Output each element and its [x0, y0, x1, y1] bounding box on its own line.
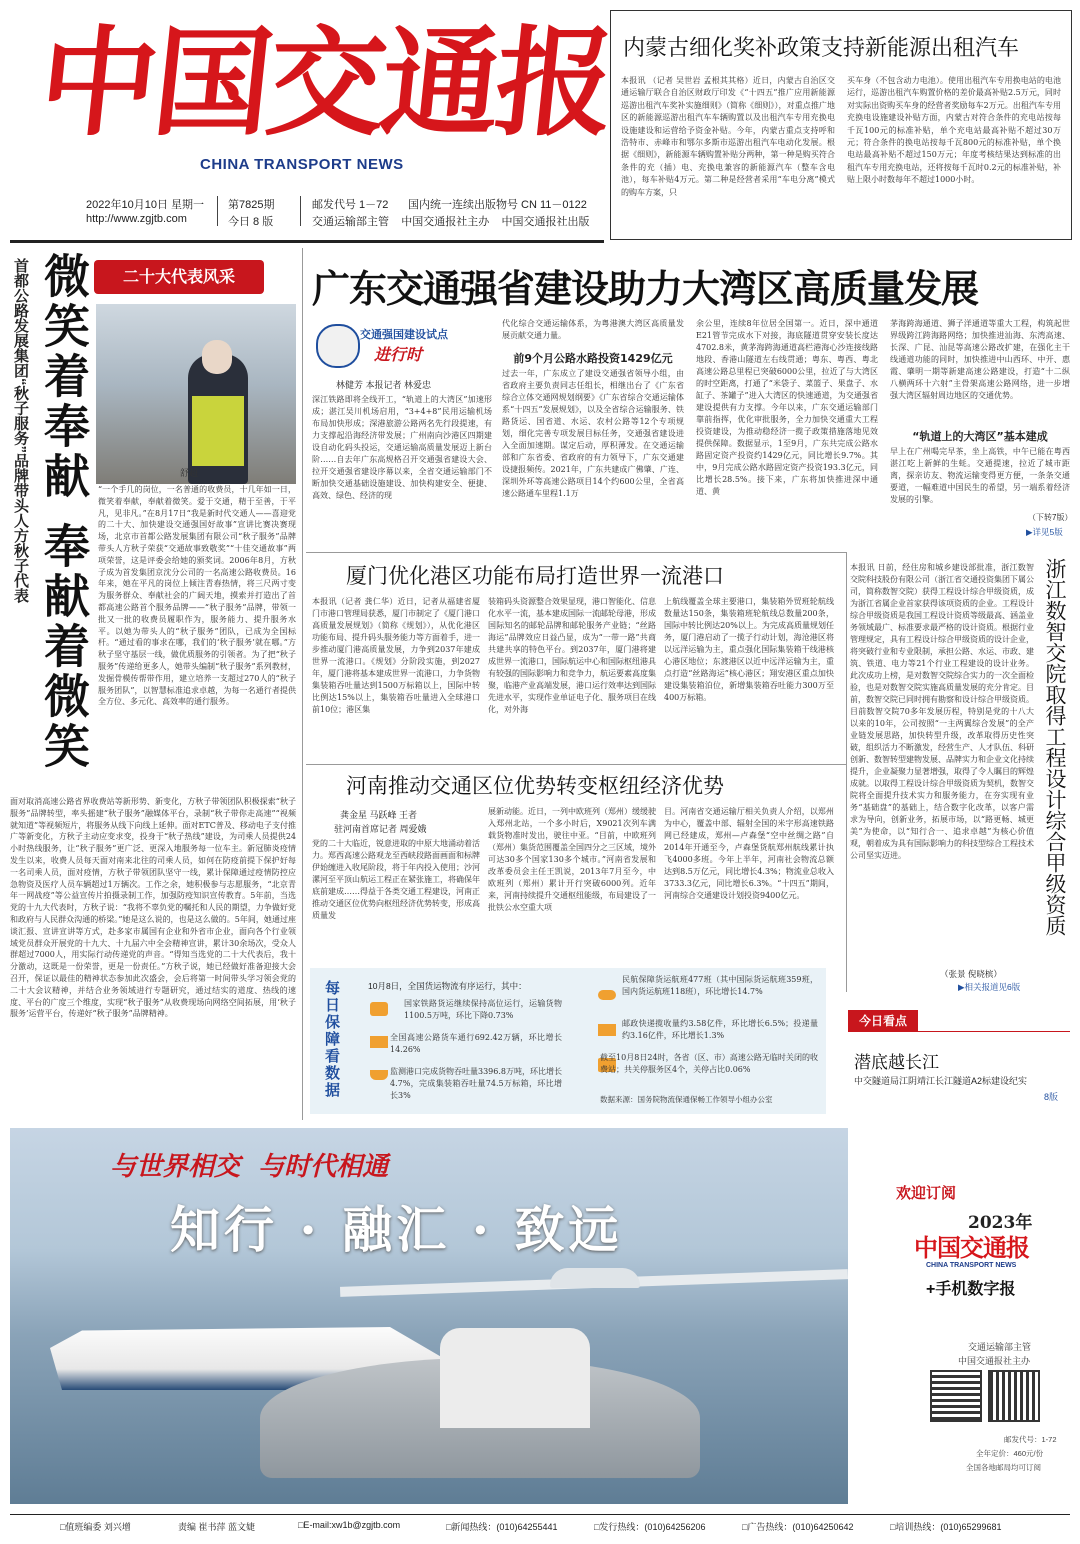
xiamen-title[interactable]: 厦门优化港区功能布局打造世界一流港口 [346, 564, 724, 588]
lead-more: （下转7版） [1028, 513, 1073, 522]
lead-logo-badge [316, 324, 360, 368]
rep-photo [96, 304, 296, 484]
guarantee-item-port: 监测港口完成货物吞吐量3396.8万吨，环比增长4.7%，完成集装箱吞吐量74.5万标箱，环比增长3% [390, 1067, 562, 1100]
ad-qr-code-2[interactable] [990, 1372, 1038, 1420]
henan-byline-2: 驻河南首席记者 周爱娥 [334, 824, 427, 834]
ad-year: 2023年 [968, 1213, 1033, 1233]
lead-col-2b: 过去一年，广东成立了建设交通强省领导小组，由省政府主要负责同志任组长，相继出台了《广东省综合立体交通网规划纲要》《广东省综合交通运输体系“十四五”发展规划》，以及全省综合运输服务、铁路货运、国省道、水运、农村公路等12个专项规划，细化完善专项发展目标任务，交通强省建设进入全面加速期。谋定后动，厚积薄发。在交通运输部和广东省委、省政府的有力领导下，广东交通建设捷报频传。2021年，广东共建成广佛肇、广连、深圳外环等高速公路项目14个约600公里，全省高速公路通车里程1.1万 [502, 369, 684, 498]
today-label: 今日看点 [858, 1014, 907, 1028]
footer-news-hotline: □新闻热线：(010)64255441 [446, 1522, 558, 1532]
masthead-divider [217, 196, 218, 226]
today-box [848, 1010, 1070, 1114]
lead-col-4b: 早上在广州喝完早茶，坐上高铁，中午已能在粤西湛江吃上新鲜的生蚝。交通提速，拉近了城市距离，探亲访友、物流运输变得更方便，一条条交通要道，一幅难道中国民生的希望，另一端系着经济发展的引擎。 [890, 447, 1070, 504]
today-desc: 中交隧道局江阴靖江长江隧道A2标建设纪实 [854, 1076, 1028, 1086]
ad-island-far [550, 1268, 640, 1288]
masthead-english: CHINA TRANSPORT NEWS [200, 156, 404, 173]
masthead-divider-2 [300, 196, 301, 226]
lead-col-4a: 茅海跨海通道、狮子洋通道等重大工程，构筑起世界级跨江跨海路网络；加快推进汕海、东湾高速、长深、广昆、汕昆等高速公路改扩建，在强化主干线通道功能的同时，加快推进中山西环、中开、惠霞、肇明一期等新建高速公路建设，打造“十二纵八横两环十六射”主骨架高速公路网络，进一步增强大湾区辐射周边地区的交通优势。 [890, 319, 1070, 400]
photo-vest [192, 396, 244, 466]
zhejiang-body: 本报讯 日前，经住房和城乡建设部批准，浙江数智交院科技股份有限公司（浙江省交通投资集团下属公司，简称数智交院）获得工程设计综合甲级资质，成为浙江省属企业首家获得该项资质的企业。工程设计综合甲级资质是我国工程设计资质等级最高、涵盖业务领域最广、标准要求最严格的设计资质。根据行业管理规定，具有工程设计综合甲级资质的设计企业，将突破行业和专业限制，承担公路、水运、市政、建筑、铁道、电力等21个行业工程建设的设计业务。此次成功上榜，是对数智交院综合实力的一次全面检验，也是对数智交院实施高质量发展的充分肯定。目前，数智交院已同时拥有勘察和设计综合甲级资质。目前数智交院70多年发展历程，特别是党的十八大以来的10年，公司按照“一主两翼综合发展”的全产业链发展思路，加快转型升级，改革取得历史性突破，组织活力不断激发，经营生产、人才队伍、科研创新、数智转型建物发展、品牌实力和企业文化持续提升，企业凝聚力显著增强，取得了令人瞩目的辉煌成就。以取得工程设计综合甲级资质为契机，数智交院将全面提升技术实力和服务能力，在夯实现有业务“基础盘”的基础上，结合数字化改革，以客户需求为导向，创新业务，拓展市场，以“路更畅、城更美”为使命，以“知行合一、追求卓越”为核心价值观，朝着成为具有国际影响力的科技型综合工程技术公司坚实迈进。 [850, 563, 1034, 860]
photo-face [202, 340, 232, 374]
masthead-title: 中国交通报 [32, 13, 618, 152]
ad-photo [10, 1128, 848, 1504]
zhejiang-divider [846, 552, 847, 992]
footer-distribution-hotline: □发行热线：(010)64256206 [594, 1522, 706, 1532]
guarantee-mail-icon [598, 1024, 616, 1036]
guarantee-plane-icon [598, 990, 616, 1000]
today-label-bg [848, 1010, 918, 1032]
zhejiang-byline: （张景 倪晓槟） [940, 969, 1002, 979]
lead-rule [306, 552, 846, 553]
guarantee-ship-icon [370, 1070, 388, 1080]
masthead-date: 2022年10月10日 星期一 [86, 199, 204, 211]
masthead [10, 6, 618, 231]
ad-paper-en: CHINA TRANSPORT NEWS [926, 1262, 1017, 1269]
henan-col-1: 党的二十大临近，锐意进取的中原大地涌动着活力。郑西高速公路观龙至西峡段路面画面和标牌伊始缠进入收尾阶段，将于年内投入使用；沙河漯河至平顶山航运工程正在紧张施工，将确保年底前建成……得益于各类交通工程建设，河南正推动交通区位优势向枢纽经济优势转变，形成高质量发 [312, 839, 480, 920]
guarantee-item-post: 邮政快递揽收量约3.58亿件，环比增长6.5%；投递量约3.16亿件，环比增长1.3% [622, 1019, 818, 1040]
ad-slogan: 与世界相交 与时代相通 [110, 1152, 389, 1182]
lead-see[interactable]: ▶详见5版 [1026, 527, 1063, 537]
top-story-box [610, 10, 1072, 240]
ad-subscribe-panel [848, 1128, 1070, 1504]
rep-side-caption: 首都公路发展集团“秋子服务”品牌带头人方秋子代表 [12, 258, 29, 603]
xiamen-col-2: 装箱码头资源整合效果显现，港口智能化、信息化水平一流，基本建成国际一流邮轮母港，形成国际知名的邮轮品牌和邮轮服务产业链；“丝路海运”品牌效应日益凸显，成为“一带一路”共商共建共享的特色平台。到2037年，厦门港将建成世界一流港口，国际航运中心和国际枢纽港具有较强的国际影响力和竞争力，航运要素高度集聚，临港产业高端发展，港口运行效率达到国际先进水平，实现作业单证电子化、服务项目在线化，对外海 [488, 597, 656, 714]
today-rule [918, 1031, 1070, 1032]
masthead-url[interactable]: http://www.zgjtb.com [86, 213, 187, 225]
xiamen-rule [306, 764, 846, 765]
ad-sponsor-1: 交通运输部主管 [968, 1342, 1032, 1352]
top-story-col2: 买车身（不包含动力电池）。使用出租汽车专用换电站的电池运行，巡游出租汽车购置价格的差价最高补贴2.5万元，同时对实际出资购买车身的经营者奖励每车2万元。出租汽车专用充换电设施建设补贴方面，内蒙古对符合条件的充电站按每千瓦100元的标准补贴，单个充电站最高补贴不超过30万元；符合条件的换电站按每千瓦800元的标准补贴，单个换电站最高补贴不超过150万元；年度考核结果达到标准的出租汽车专用充换电站，还将按每千瓦时0.2元的标准补贴，补贴上限小时数每年不超过1000小时。 [847, 76, 1061, 185]
footer-email[interactable]: □E-mail:xw1b@zgjtb.com [298, 1520, 401, 1530]
guarantee-source: 数据来源：国务院物流保通保畅工作领导小组办公室 [600, 1095, 773, 1104]
ad-price: 全年定价：460元/份 [976, 1449, 1044, 1458]
lead-logo [316, 320, 496, 368]
guarantee-train-icon [370, 1002, 388, 1016]
masthead-issue: 第7825期 [228, 199, 275, 211]
guarantee-intro: 10月8日，全国货运物流有序运行，其中： [368, 981, 527, 991]
zhejiang-title[interactable]: 浙江数智交院取得工程设计综合甲级资质 [1043, 558, 1067, 936]
ad-postal: 邮发代号：1-72 [1004, 1435, 1057, 1444]
xiamen-col-1: 本报讯（记者 龚仁华）近日，记者从福建省厦门市港口管理局获悉，厦门市制定了《厦门港口高质量发展规划》（简称《规划》），从优化港区功能布局、提升码头服务能力等方面着手，进一步推动厦门港高质量发展，力争到2037年建成世界一流港口。《规划》分阶段实施，到2027年，厦门港将基本建成世界一流港口，力争货物集装箱吞吐量达到1500万标箱以上，国际中转比例达15%以上，集装箱吞吐量进入全球港口前10位；港区集 [312, 597, 480, 714]
masthead-organizers: 交通运输部主管 中国交通报社主办 中国交通报社出版 [312, 216, 590, 228]
guarantee-item-rail: 国家铁路货运继续保持高位运行，运输货物1100.5万吨，环比下降0.73% [404, 999, 562, 1020]
henan-byline-1: 龚金星 马跃峰 王者 [340, 810, 418, 820]
footer-ad-hotline: □广告热线：(010)64250642 [742, 1522, 854, 1532]
today-page: 8版 [1044, 1092, 1059, 1102]
guarantee-box [310, 968, 826, 1114]
xiamen-col-3: 上航线覆盖全球主要港口，集装箱外贸班轮航线数量达150条，集装箱班轮航线总数量200条，国际中转比例达20%以上。为完成高质量规划任务，厦门港启动了一揽子行动计划，海沧港区将以远洋运输为主，重点强化国际集装箱干线港核心港区地位；东渡港区以近中远洋运输为主，重点打造“丝路海运”核心港区；翔安港区重点加快建设集装箱泊位，新增集装箱吞吐能力300万至400万标箱。 [664, 597, 834, 702]
rep-column [10, 248, 300, 1128]
guarantee-truck-icon [370, 1036, 388, 1048]
lead-col-1: 深江铁路即将全线开工，“轨道上的大湾区”加速形成；湛江吴川机场启用，“3+4+8”民用运输机场布局加快形成；深港旅游公路两名先行段提速，有力支撑起沿海经济带发展；广州南向沙港区四期建设自动化码头投运，交通运输高质量发展迈上新台阶……自去年广东高规格召开交通强省建设大会、拉开交通强省建设序幕以来，全省交通运输部门不断加快交通基础设施建设、加快构建安全、便捷、高效、绿色、经济的现 [312, 395, 492, 500]
guarantee-label: 每日保障看数据 [323, 980, 341, 1099]
ad-motto: 知行 · 融汇 · 致远 [170, 1200, 623, 1259]
ad-qr-code-1[interactable] [932, 1372, 980, 1420]
footer-training-hotline: □培训热线：(010)65299681 [890, 1522, 1002, 1532]
column-divider [302, 248, 303, 1120]
ad-paper: 中国交通报 [914, 1233, 1029, 1262]
rep-byline: 舒超 [180, 468, 199, 478]
ad-note: 全国各地邮局均可订阅 [966, 1463, 1041, 1472]
footer [60, 1520, 1070, 1536]
guarantee-item-highway: 全国高速公路货车通行692.42万辆，环比增长14.26% [390, 1033, 562, 1054]
ad-tunnel-tower [440, 1328, 590, 1428]
today-title[interactable]: 潜底越长江 [854, 1053, 939, 1073]
footer-editor: □值班编委 刘兴增 [60, 1522, 131, 1532]
top-story-title[interactable]: 内蒙古细化奖补政策支持新能源出租汽车 [623, 36, 1020, 61]
top-story-col1: 本报讯 （记者 吴世岩 孟根其其格）近日，内蒙古自治区交通运输厅联合自治区财政厅印发《“十四五”推广应用新能源巡游出租汽车奖补实施细则》（简称《细则》），对重点推广地区的新能源巡游出租汽车车辆购置以及出租汽车专用充换电设施建设和运营给予资金补贴。今年，内蒙古重点支持呼和浩特市、赤峰市和鄂尔多斯市巡游出租汽车电动化发展。根据《细则》，新能源车辆购置补贴分两种，第一种是购买符合条件的充（插）电、充换电兼容的新能源汽车（整车含电池），每车补贴4万元。第二种是经营者采用“车电分离”模式的购车方案，只 [621, 76, 835, 197]
rep-body-1: “一个手几的岗位，一名普通的收费员，十几年如一日，微笑着奉献，奉献着微笑。爱于交通，精于至善，于平凡，见非凡。”在8月17日“我是新时代交通人——喜迎党的二十大、加快建设交通强国好故事”宣讲比赛决赛现场，北京市首都公路发展集团有限公司“秋子服务”品牌带头人方秋子荣获“交通故事致敬奖”“十佳交通故事”两项荣誉，这是评委会给她的颁奖词。2006年8月，方秋子成为首发集团京沈分公司的一名高速公路收费员。16年来，她在平凡的岗位上倾注青春热情，将三尺两寸变为服务群众、奉献社会的广阔天地，摸索并打造出了首都高速公路首个服务品牌——“秋子服务”品牌，带领一批又一批的收费员履职作为，服务能力、提升服务水平。以她为带头人的“秋子服务”团队，已成为全国标杆。“通过看的事求在哪，我们的‘秋子服务’就在哪。”方秋子坚守基层一线，做优质服务的引领者。为了把“秋子服务”传递给更多人，她带头编制“秋子服务”系列教材，发掘骨模传帮带作用，建立培养一支超过270人的“秋子服务团队”，以智慧标准追求卓越，为每一名通行者提供全方位、多元化、高效率的通行服务。 [98, 485, 296, 707]
masthead-pages: 今日 8 版 [228, 216, 274, 228]
masthead-postal: 邮发代号 1－72 [312, 199, 389, 211]
footer-responsible: 责编 崔书萍 蓝文婕 [178, 1522, 256, 1532]
rep-badge-label: 二十大代表风采 [122, 267, 235, 286]
rep-headline[interactable]: 微笑着奉献 奉献着微笑 [37, 252, 91, 773]
guarantee-item-toll: 截至10月8日24时，各省（区、市）高速公路无临时关闭的收费站；共关停服务区4个，关停占比0.06% [600, 1053, 818, 1074]
ad-digital: +手机数字报 [926, 1281, 1016, 1298]
ad-welcome: 欢迎订阅 [896, 1185, 957, 1202]
lead-col-4-subhead: “轨道上的大湾区”基本建成 [912, 430, 1048, 443]
lead-col-2-subhead: 前9个月公路水路投资1429亿元 [513, 352, 673, 365]
lead-col-3: 余公里，连续8年位居全国第一。近日，深中通道E21管节完成水下对接，海底隧道贯穿安装长度达4702.8米，黄茅海跨海通道高栏港海心沙连接线路地段、香港山隧道左右线贯通；粤东、粤西、粤北高速公路总里程已突破6000公里，拉近了与大湾区的时空距离，打通了“米袋子、菜篮子、果盘子、水缸子、茶罐子”进入大湾区的快速通道，为交通强省建设提供有力支撑。今年以来，广东交通运输部门靠前指挥，优化审批服务，全力加快交通重大工程投资建设，为推动稳经济一揽子政策措施落地见效提供保障。数据显示，1至9月，广东共完成公路水路固定资产投资约1429亿元，同比增长9.7%。其中，9月完成公路水路固定资产投资193.3亿元，同比增长28.5%。接下来，广东将加快推进深中通道、黄 [696, 319, 878, 496]
lead-col-2a: 代化综合交通运输体系，为粤港澳大湾区高质量发展贡献交通力量。 [502, 319, 684, 340]
rep-body-2: 面对取消高速公路省界收费站等新形势、新变化，方秋子带领团队积极探索“秋子服务”品牌转型，率头摇建“秋子服务”融媒体平台，录制“秋子带你走高速”“视频就知道”等视频短片，将服务从线下向线上延伸。面对ETC普及、移动电子支付推广等新变化，方秋子主动应变求变，投身于“秋子热线”建设，为司乘人员提供24小时热线服务，让“秋子服务”更广泛、更深入地服务每一位车主。新冠肺炎疫情发生以来，收费人员每天面对南来北往的司乘人员，如何在防疫前提下保护好每一名司乘人员，面对疫情，方秋子带领团队坚守一线，累计保障通过疫情防控应急物资及医疗人员车辆超过1万辆次。工作之余，她积极参与志愿服务，“北京青年一网战疫”等公益宣传片拍摄录制工作，加强防疫知识宣传教育。5年前，当选党的十九大代表时，方秋子说：“我将不辜负党的嘱托和人民的期望，力争做好党和政府与人民群众沟通的桥梁。”她是这么说的，也是这么做的。5年间，她通过座谈汇报、宣讲宣讲等方式，赴多家市属国有企业和外省市企业，面向各个行业领域党员群众开展党的十九大、十九届六中全会精神宣讲，累计30余场次，受众人群超过7000人，用实际行动传递党的声音。“得知当选党的二十大代表后，我十分激动，这既是一份荣誉，更是一份责任。”方秋子说，她已经做好准备迎接大会召开，保证以最佳的精神状态参加此次盛会，会后将第一时间带头学习领会党的二十大会议精神，并结合业务领域进行专题研究，通过结实的道度、热线的速度、平台的广度三个维度，实现“秋子服务”从收费现场向网络空间拓展，用‘秋子服务’运营平台，传递好“秋子服务”品牌精神。 [10, 797, 296, 1019]
henan-title[interactable]: 河南推动交通区位优势转变枢纽经济优势 [346, 774, 724, 798]
zhejiang-see[interactable]: ▶相关报道见6版 [958, 982, 1021, 992]
footer-rule [10, 1514, 1070, 1515]
rep-badge [94, 260, 264, 294]
lead-logo-line2: 进行时 [374, 347, 423, 364]
lead-title[interactable]: 广东交通强省建设助力大湾区高质量发展 [312, 267, 979, 311]
lead-byline: 林健芳 本报记者 林爱忠 [336, 380, 432, 390]
henan-col-2: 展新动能。近日，一列中欧班列（郑州）缓缓驶入郑州北站，一个多小时后，X9021次列车满载货物准时发出，驶往中亚。“目前，中欧班列（郑州）集货范围覆盖全国四分之三区域，境外可达30多个国家130多个城市。”河南省发展和改革委员会主任王凯说，2013年7月至今，中欧班列（郑州）累计开行突破6000列。近年来，河南持续提升交通枢纽能级，布局建设了一批铁公水空重大项 [488, 807, 656, 912]
guarantee-item-air: 民航保障货运航班477班（其中国际货运航班359班，国内货运航班118班），环比增长14.7% [622, 975, 818, 996]
lead-logo-line1: 交通强国建设试点 [360, 329, 448, 341]
ad-banner [10, 1128, 1070, 1504]
masthead-rule [10, 240, 604, 243]
masthead-cn: 国内统一连续出版物号 CN 11－0122 [408, 199, 587, 211]
henan-col-3: 目。河南省交通运输厅相关负责人介绍，以郑州为中心，覆盖中部、辐射全国的米字形高速铁路网已经建成，郑州—卢森堡“空中丝绸之路”自2014年开通至今，卢森堡货航郑州航线累计执飞4000多班。今年上半年，河南社会物流总额达到8.5万亿元，同比增长4.3%；物流业总收入3733.3亿元，同比增长6.3%。“十四五”期间，河南综合交通建设计划投资9400亿元。 [664, 807, 834, 900]
ad-sponsor-2: 中国交通报社主办 [958, 1356, 1031, 1366]
